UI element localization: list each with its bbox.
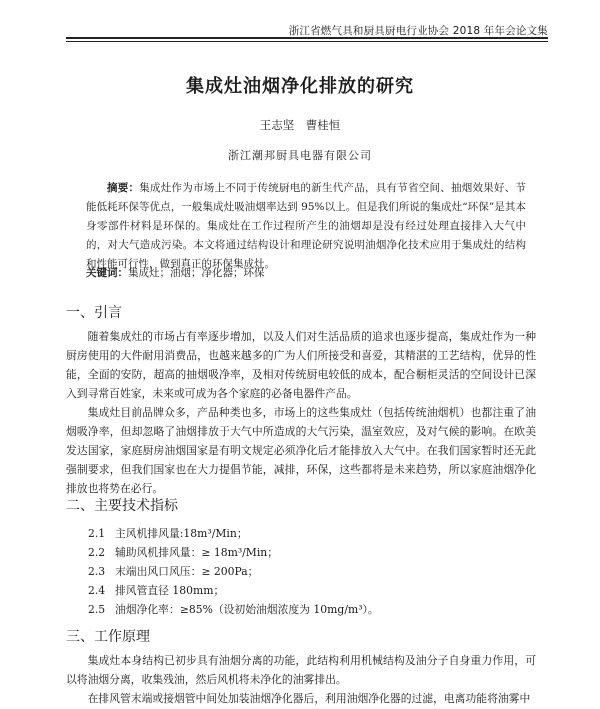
spec-item [88, 543, 528, 562]
section-heading-principle: 三、工作原理 [66, 629, 150, 645]
keywords-label: 关键词： [86, 267, 128, 279]
spec-number: 2.2 [88, 546, 106, 559]
affiliation: 浙江潮邦厨具电器有限公司 [228, 149, 372, 162]
spec-text: 末端出风口风压：≥ 200Pa； [115, 565, 259, 578]
authors: 王志坚 曹桂恒 [259, 118, 341, 132]
spec-number: 2.4 [88, 584, 106, 597]
header-rule [66, 37, 548, 39]
spec-list [88, 524, 528, 619]
intro-paragraph-2: 集成灶目前品牌众多，产品种类也多，市场上的这些集成灶（包括传统油烟机）也都注重了油烟吸净率，但却忽略了油烟排放于大气中所造成的大气污染，温室效应，及对气候的影响。在欧美发达国家，家庭厨房油烟国家是有明文规定必须净化后才能排放入大气中。在我们国家暂时还无此强制要求，但我们国家也在大力提倡节能，减排，环保，这些都将是未来趋势，所以家庭油烟净化排放也将势在必行。 [66, 406, 536, 495]
spec-number: 2.3 [88, 565, 106, 578]
running-header: 浙江省燃气具和厨具厨电行业协会 2018 年年会论文集 [288, 25, 548, 37]
spec-text: 辅助风机排风量：≥ 18m³/Min； [115, 546, 279, 559]
spec-number: 2.1 [88, 527, 106, 540]
spec-text: 排风管直径 180mm； [115, 584, 225, 597]
spec-item [88, 600, 528, 619]
keywords-text: 集成灶；油烟；净化器；环保 [128, 267, 265, 279]
section-heading-introduction: 一、引言 [66, 305, 122, 321]
principle-paragraph-2: 在排风管末端或接烟管中间处加装油烟净化器后，利用油烟净化器的过滤，电离功能将油雾中 [87, 692, 531, 705]
principle-paragraph-1: 集成灶本身结构已初步具有油烟分离的功能，此结构利用机械结构及油分子自身重力作用，可以将油烟分离，收集残油，然后风机将未净化的油雾排出。 [66, 654, 536, 686]
header-rule-thin [66, 41, 548, 42]
keywords [86, 264, 526, 283]
section-heading-specs: 二、主要技术指标 [66, 498, 178, 514]
paper-title: 集成灶油烟净化排放的研究 [186, 76, 414, 97]
spec-item [88, 524, 528, 543]
spec-text: 油烟净化率：≥85%（设初始油烟浓度为 10mg/m³）。 [115, 603, 379, 616]
spec-item [88, 562, 528, 581]
spec-item [88, 581, 528, 600]
abstract-text: 集成灶作为市场上不同于传统厨电的新生代产品，具有节省空间、抽烟效果好、节能低耗环保等优点，一般集成灶吸油烟率达到 95%以上。但是我们所说的集成灶“环保”是其本身零部件材料是环保的。集成灶在工作过程所产生的油烟却是没有经过处理直接排入大气中的，对大气造成污染。本文将通过结构设计和理论研究说明油烟净化技术应用于集成灶的结构和性能可行性，做到真正的环保集成灶。 [86, 182, 526, 270]
abstract-label: 摘要： [107, 182, 140, 194]
spec-number: 2.5 [88, 603, 106, 616]
spec-text: 主风机排风量:18m³/Min； [115, 527, 248, 540]
abstract [86, 179, 526, 274]
intro-paragraph-1: 随着集成灶的市场占有率逐步增加，以及人们对生活品质的追求也逐步提高，集成灶作为一种厨房使用的大件耐用消费品，也越来越多的广为人们所接受和喜爱，其精湛的工艺结构，优异的性能，全面的安防，超高的抽烟吸净率，及相对传统厨电较低的成本，配合橱柜灵活的空间设计已深入到寻常百姓家，未来或可成为各个家庭的必备电器件产品。 [66, 330, 536, 400]
